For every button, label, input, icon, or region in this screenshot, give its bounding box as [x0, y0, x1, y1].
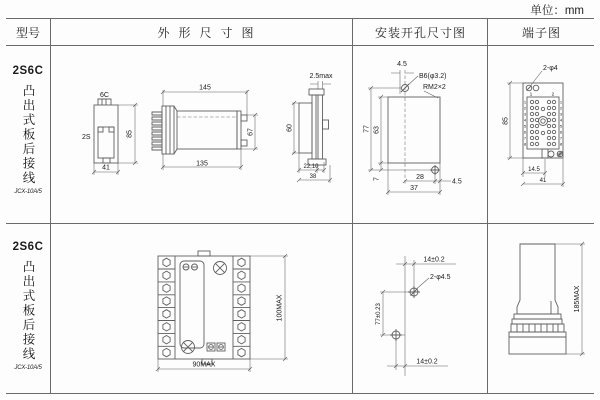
unit-label: 单位：mm	[530, 5, 584, 17]
dim-60-label: 60	[286, 124, 294, 132]
socket-outline-drawing	[148, 248, 298, 376]
socket-shape	[158, 251, 250, 364]
model-subcode: JCX-10A/5	[14, 364, 42, 371]
dim-14-top-label: 14±0.2	[423, 256, 445, 264]
outline-side-view-drawing	[146, 82, 266, 176]
pin-number: 7	[559, 135, 563, 141]
thread-spec-label: RM2×2	[423, 84, 446, 91]
dim-85-label: 85	[502, 117, 510, 125]
table-border-top	[6, 18, 594, 19]
dim-22-10-label: 22,10	[303, 164, 319, 170]
terminal-pin-numbers-left	[524, 100, 527, 147]
dim-45-top-label: 4.5	[397, 61, 407, 68]
dim-37-label: 37	[410, 185, 418, 192]
pin-number: 8	[523, 141, 527, 147]
model-subcode: JCX-10A/5	[14, 188, 42, 195]
socket-dimensions	[156, 254, 288, 372]
model-description: 凸出式板后接线	[21, 84, 35, 186]
outline-front-view-drawing	[58, 82, 153, 182]
dim-145-label: 145	[199, 84, 211, 92]
dim-45-right-label: 4.5	[452, 178, 462, 186]
pin-number: 2	[559, 105, 563, 111]
model-cell-row2	[6, 223, 50, 400]
dim-6c-label: 6C	[100, 92, 109, 99]
terminal-pin-numbers-right	[560, 100, 563, 147]
dim-7-label: 7	[373, 177, 381, 181]
header-divider	[6, 45, 594, 46]
relay-side-view-drawing	[487, 240, 597, 365]
relay-shape	[509, 244, 566, 354]
dim-38-label: 38	[309, 174, 317, 180]
dim-85-label: 85	[126, 130, 134, 138]
pin-number: 6	[523, 129, 527, 135]
header-terminal: 端子图	[521, 25, 561, 40]
dim-14-bottom-label: 14±0.2	[416, 358, 438, 366]
pin-number: 3	[559, 111, 563, 117]
dim-90max-label: 90MAX	[192, 361, 216, 369]
pin-number: 2	[523, 105, 527, 111]
header-outline: 外形尺寸图	[157, 25, 263, 40]
holes-2xphi45-label: 2-φ4.5	[430, 274, 451, 281]
model-description: 凸出式板后接线	[21, 260, 35, 362]
model-code: 2S6C	[12, 65, 44, 77]
front-view-shape	[94, 99, 118, 163]
model-code: 2S6C	[12, 241, 44, 253]
dim-77-label: 77	[363, 125, 371, 133]
row-divider	[6, 223, 594, 224]
dim-135-label: 135	[196, 160, 208, 168]
outline-edge-view-drawing	[288, 70, 350, 188]
terminal-col2-label: 2	[551, 92, 555, 98]
dim-77-label: 77±0.23	[376, 303, 382, 325]
table-border-bottom	[6, 393, 594, 394]
dim-25max-label: 2.5max	[309, 73, 333, 80]
dim-67-label: 67	[247, 128, 255, 136]
mounting-hole-drawing-row1	[360, 58, 472, 198]
terminal-diagram-row1	[487, 55, 600, 200]
mounting-hole-drawing-row2	[368, 252, 476, 380]
header-mounting: 安装开孔尺寸图	[374, 25, 466, 40]
col-divider-1	[50, 18, 51, 393]
pin-number: 1	[523, 99, 527, 105]
header-model: 型号	[15, 25, 40, 40]
dim-100max-label: 100MAX	[276, 294, 284, 322]
pin-number: 1	[559, 99, 563, 105]
pin-number: 3	[523, 111, 527, 117]
hole-spec-label: B6(φ3.2)	[419, 73, 447, 80]
dim-2s-label: 2S	[82, 134, 91, 141]
dim-185max-label: 185MAX	[574, 285, 581, 313]
pin-number: 6	[559, 129, 563, 135]
dim-28-label: 28	[416, 174, 424, 181]
pin-number: 4	[523, 117, 527, 123]
dim-145-label: 14.5	[528, 167, 540, 173]
dim-63-label: 63	[373, 126, 381, 134]
dim-41-label: 41	[539, 178, 547, 184]
pin-number: 5	[523, 123, 527, 129]
edge-view-shape	[299, 89, 329, 165]
pin-number: 8	[559, 141, 563, 147]
model-cell-row1	[6, 45, 50, 243]
terminal-col1-label: 1	[529, 92, 533, 98]
pin-number: 7	[523, 135, 527, 141]
front-view-dimensions	[92, 103, 138, 175]
pin-number: 4	[559, 117, 563, 123]
pin-number: 5	[559, 123, 563, 129]
side-view-dimensions	[161, 90, 258, 170]
side-view-shape	[152, 106, 247, 154]
holes-2xphi4-label: 2-φ4	[543, 65, 558, 72]
dim-41-label: 41	[102, 164, 110, 172]
col-divider-2	[352, 18, 353, 393]
mounting-shape	[388, 84, 440, 175]
